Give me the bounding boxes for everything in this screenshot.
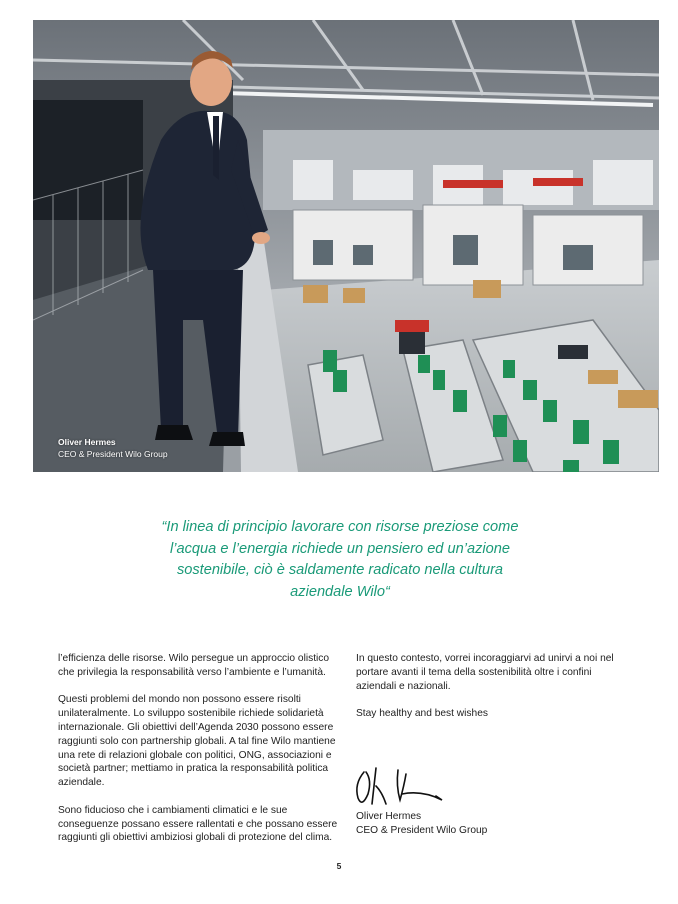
caption-role: CEO & President Wilo Group bbox=[58, 448, 168, 459]
quote-line: l’acqua e l’energia richiede un pensiero ed un’azione bbox=[170, 540, 510, 557]
signature-name: Oliver Hermes bbox=[356, 811, 422, 822]
body-column-left bbox=[58, 652, 343, 859]
factory-photo bbox=[33, 20, 659, 472]
paragraph: In questo contesto, vorrei incoraggiarvi ad unirvi a noi nel portare avanti il tema della sostenibilità oltre i confini aziendali e nazionali. bbox=[356, 653, 614, 692]
paragraph: Questi problemi del mondo non possono essere risolti unilateralmente. Lo sviluppo sostenibile richiede solidarietà internazionale. Gli obiettivi dell’Agenda 2030 possono essere raggiunti solo con partnership globali. A tal fine Wilo mantiene una rete di relazioni globale con politici, ONG, associazioni e società partner; mettiamo in pratica la responsabilità politica aziendale. bbox=[58, 694, 336, 789]
factory-hall-illustration bbox=[33, 20, 659, 472]
photo-caption bbox=[58, 437, 168, 460]
paragraph: Stay healthy and best wishes bbox=[356, 708, 488, 720]
quote-line: “In linea di principio lavorare con risorse preziose come bbox=[161, 519, 519, 535]
signature-block bbox=[356, 810, 487, 838]
signature-role: CEO & President Wilo Group bbox=[356, 824, 488, 836]
quote-line: aziendale Wilo“ bbox=[290, 583, 390, 600]
paragraph: Sono fiducioso che i cambiamenti climatici e le sue conseguenze possano essere rallentati e che possano essere raggiunti gli obiettivi ambiziosi globali di protezione del clima. bbox=[58, 804, 338, 844]
quote-line: sostenibile, ciò è saldamente radicato nella cultura bbox=[176, 562, 504, 578]
paragraph: l’efficienza delle risorse. Wilo persegue un approccio olistico che privilegia la responsabilità verso l’ambiente e l’umanità. bbox=[58, 653, 330, 678]
handwritten-signature bbox=[352, 764, 452, 810]
body-column-right bbox=[356, 652, 631, 735]
page-number: 5 bbox=[336, 861, 342, 871]
pull-quote bbox=[130, 517, 550, 603]
caption-name: Oliver Hermes bbox=[58, 437, 116, 447]
